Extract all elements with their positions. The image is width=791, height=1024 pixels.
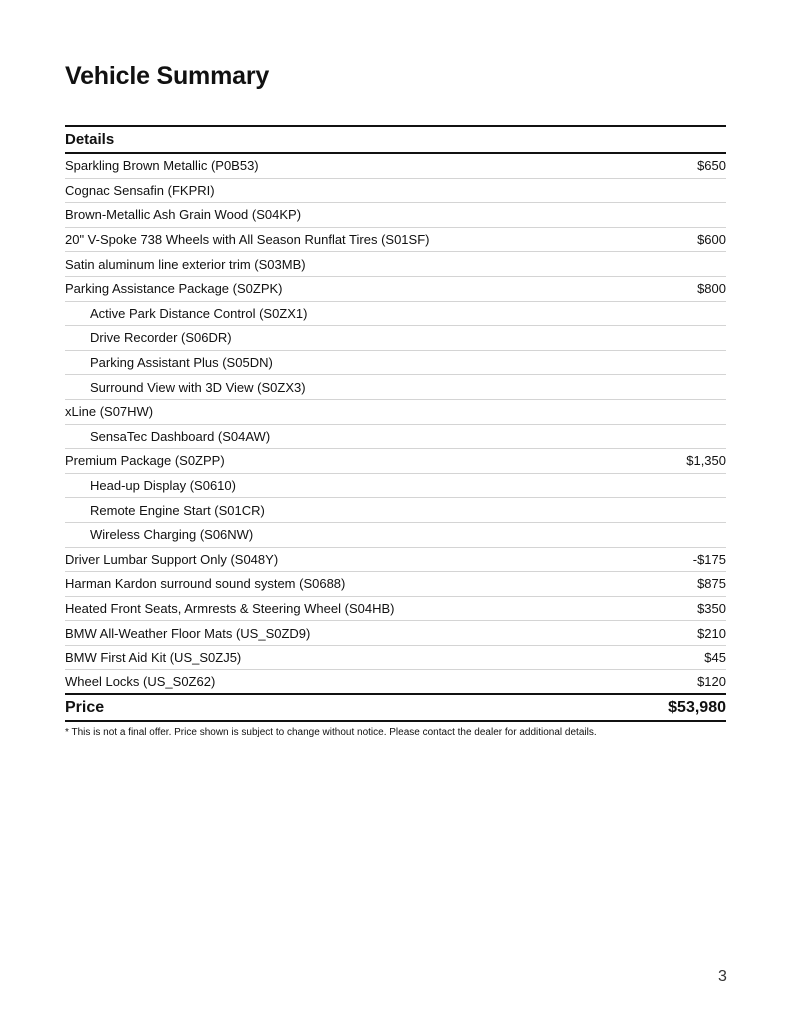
option-label: Brown-Metallic Ash Grain Wood (S04KP) bbox=[65, 207, 302, 223]
option-row bbox=[65, 203, 726, 228]
option-price: -$175 bbox=[692, 551, 726, 567]
details-header-label: Details bbox=[65, 131, 115, 148]
option-row bbox=[65, 277, 726, 302]
option-label: Heated Front Seats, Armrests & Steering Wheel (S04HB) bbox=[65, 600, 395, 616]
option-label: Head-up Display (S0610) bbox=[90, 478, 236, 494]
option-row bbox=[65, 252, 726, 277]
sub-option-row bbox=[65, 498, 726, 523]
option-label: Driver Lumbar Support Only (S048Y) bbox=[65, 551, 279, 567]
option-price: $120 bbox=[697, 674, 726, 690]
total-label: Price bbox=[65, 698, 105, 716]
total-value: $53,980 bbox=[668, 698, 726, 716]
option-row bbox=[65, 449, 726, 474]
option-price: $800 bbox=[697, 281, 726, 297]
option-label: Harman Kardon surround sound system (S0688) bbox=[65, 576, 346, 592]
option-row bbox=[65, 621, 726, 646]
option-row bbox=[65, 646, 726, 671]
option-label: Parking Assistant Plus (S05DN) bbox=[90, 355, 273, 371]
page-title: Vehicle Summary bbox=[65, 62, 270, 90]
option-row bbox=[65, 179, 726, 204]
option-row bbox=[65, 400, 726, 425]
option-label: Satin aluminum line exterior trim (S03MB) bbox=[65, 256, 306, 272]
option-label: BMW First Aid Kit (US_S0ZJ5) bbox=[65, 650, 242, 666]
option-label: Active Park Distance Control (S0ZX1) bbox=[90, 305, 308, 321]
sub-option-row bbox=[65, 351, 726, 376]
sub-option-row bbox=[65, 302, 726, 327]
option-label: Premium Package (S0ZPP) bbox=[65, 453, 225, 469]
option-row bbox=[65, 572, 726, 597]
option-rows bbox=[65, 154, 726, 695]
vehicle-summary-table bbox=[65, 125, 726, 738]
option-price: $600 bbox=[697, 232, 726, 248]
option-price: $1,350 bbox=[686, 453, 726, 469]
option-row bbox=[65, 597, 726, 622]
option-label: Drive Recorder (S06DR) bbox=[90, 330, 232, 346]
option-price: $350 bbox=[697, 600, 726, 616]
option-label: Sparkling Brown Metallic (P0B53) bbox=[65, 158, 259, 174]
option-label: 20" V-Spoke 738 Wheels with All Season Runflat Tires (S01SF) bbox=[65, 232, 430, 248]
total-row bbox=[65, 695, 726, 722]
sub-option-row bbox=[65, 425, 726, 450]
option-label: Cognac Sensafin (FKPRI) bbox=[65, 182, 215, 198]
option-price: $210 bbox=[697, 625, 726, 641]
option-row bbox=[65, 154, 726, 179]
sub-option-row bbox=[65, 523, 726, 548]
option-price: $875 bbox=[697, 576, 726, 592]
table-header bbox=[65, 125, 726, 154]
option-row bbox=[65, 548, 726, 573]
sub-option-row bbox=[65, 375, 726, 400]
page-number: 3 bbox=[718, 968, 727, 985]
option-row bbox=[65, 670, 726, 695]
disclaimer: * This is not a final offer. Price shown is subject to change without notice. Please contact the dealer for additional details. bbox=[65, 727, 597, 739]
option-label: BMW All-Weather Floor Mats (US_S0ZD9) bbox=[65, 625, 311, 641]
option-label: Wheel Locks (US_S0Z62) bbox=[65, 674, 216, 690]
option-price: $650 bbox=[697, 158, 726, 174]
option-label: xLine (S07HW) bbox=[65, 404, 154, 420]
option-price: $45 bbox=[704, 650, 726, 666]
option-label: SensaTec Dashboard (S04AW) bbox=[90, 428, 271, 444]
option-label: Wireless Charging (S06NW) bbox=[90, 527, 254, 543]
sub-option-row bbox=[65, 474, 726, 499]
option-label: Remote Engine Start (S01CR) bbox=[90, 502, 265, 518]
option-label: Parking Assistance Package (S0ZPK) bbox=[65, 281, 283, 297]
option-row bbox=[65, 228, 726, 253]
sub-option-row bbox=[65, 326, 726, 351]
option-label: Surround View with 3D View (S0ZX3) bbox=[90, 379, 306, 395]
